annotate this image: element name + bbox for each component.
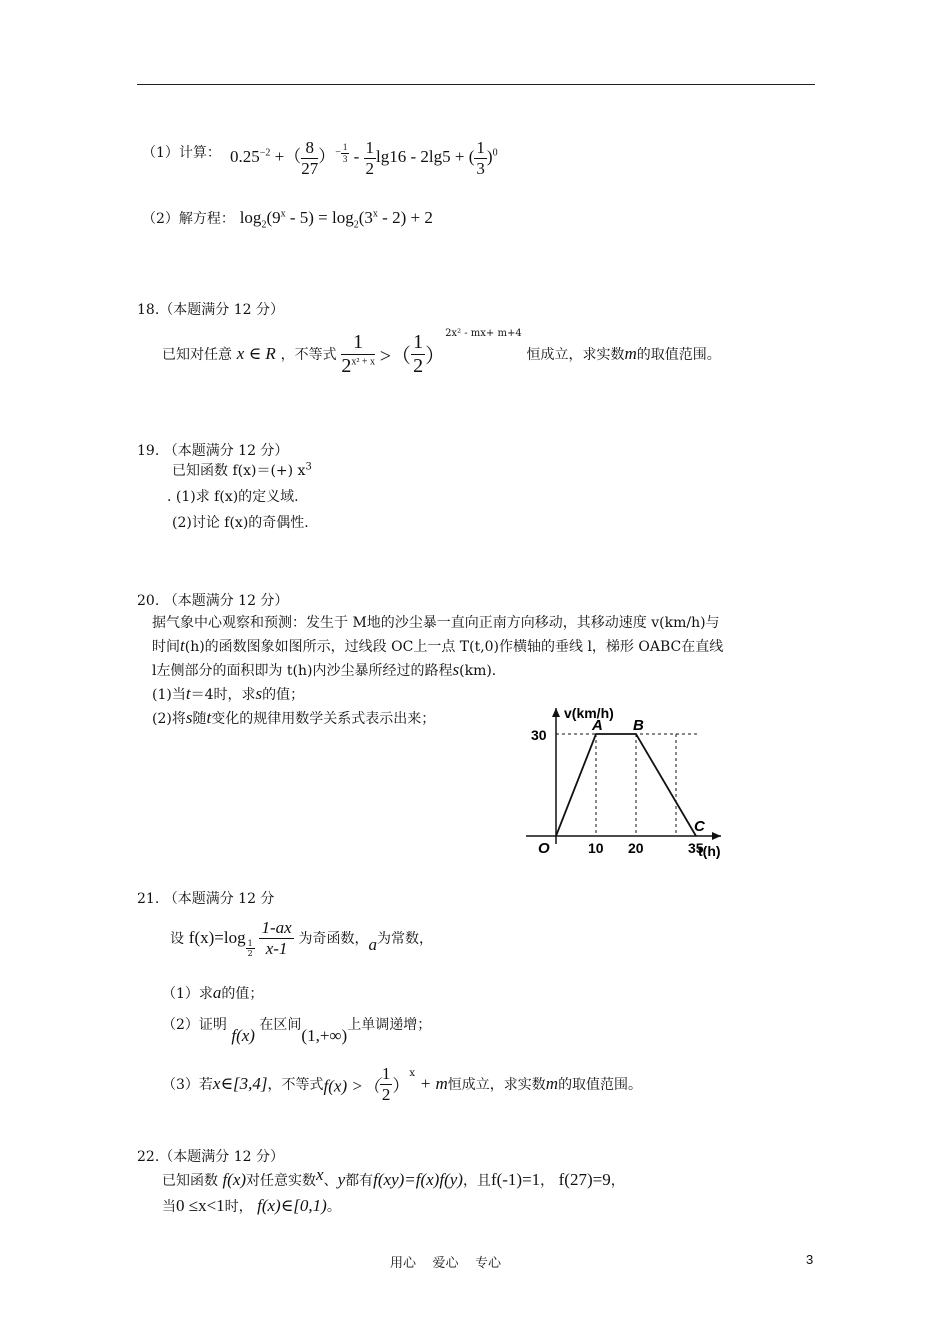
point-label-A: A [592, 717, 603, 734]
fraction-1-2: $\frac{1}{2}$ [365, 138, 375, 178]
q17-p2-equation: $\log_2(9^x - 5) = \log_2(3^x - 2) + 2$ [239, 208, 433, 231]
q21-sub1: （1）求a的值； [162, 983, 264, 1002]
q20-sub2: (2)将s随t变化的规律用数学关系式表示出来； [152, 708, 436, 727]
y-axis-label: v(km/h) [564, 705, 614, 721]
velocity-time-chart [522, 700, 732, 865]
x-tick-label: 35 [688, 840, 704, 856]
q20-sub1: (1)当t＝4时，求s的值； [152, 684, 305, 703]
q19-line3: (2)讨论 f(x)的奇偶性. [172, 515, 309, 531]
q18-body: 已知对任意 x ∈ R ，不等式 $\frac{1}{2^{x^2 + x}}$ >（ $\frac{1}{2}$ ）$^{2x^2 - mx+ m+4}$ 恒成立，求实数m的取值范围。 [162, 328, 721, 377]
plus-paren: +（ [274, 146, 302, 166]
x-tick-label: 10 [588, 840, 604, 856]
fraction-8-27: $\frac{8}{27}$ [301, 138, 319, 178]
q19-heading: 19. （本题满分 12 分） [137, 443, 289, 459]
q20-line2: 时间t(h)的函数图象如图所示，过线段 OC上一点 T(t,0)作横轴的垂线 l，梯形 OABC在直线 [152, 636, 724, 655]
y-tick-label: 30 [531, 727, 547, 743]
q17-p2-label: （2）解方程： [142, 211, 235, 227]
q21-sub3: （3）若x∈[3,4]，不等式f(x) >（ $\frac{1}{2}$ ）$^x$ + m恒成立，求实数m的取值范围。 [162, 1064, 643, 1104]
base: 0.25 [230, 146, 260, 166]
q22-heading: 22.（本题满分 12 分） [137, 1149, 284, 1165]
q22-line2: 当0 ≤x<1时， f(x)∈[0,1)。 [162, 1196, 341, 1215]
x-axis-label: t(h) [698, 843, 721, 859]
q17-p1-expression: $0.25^{-2}$ +（ $\frac{8}{27}$ ）$^{- \frac{1}{3}}$ - $\frac{1}{2}$ lg16 - 2lg5 + ( $\frac{1}{3}$ )$^0$ [230, 138, 498, 178]
q17-p1-label: （1）计算： [142, 145, 221, 161]
q20-heading: 20. （本题满分 12 分） [137, 593, 289, 609]
origin-label: O [538, 840, 550, 857]
log-base-fraction: $\frac{1}{2}$ [247, 938, 253, 959]
q21-heading: 21. （本题满分 12 分 [137, 891, 275, 907]
q22-line1: 已知函数 f(x)对任意实数x、y都有f(xy)=f(x)f(y)，且f(-1)=1， f(27)=9， [162, 1165, 625, 1189]
q17-part1 [142, 142, 221, 162]
fraction-1-3: $\frac{1}{3}$ [476, 138, 485, 178]
footer-motto: 用心 爱心 专心 [390, 1256, 502, 1271]
q20-line1: 据气象中心观察和预测：发生于 M地的沙尘暴一直向正南方向移动，其移动速度 v(km/h)与 [152, 615, 720, 631]
header-rule [137, 84, 815, 85]
q18-lhs-fraction: $\frac{1}{2^{x^2 + x}}$ [341, 330, 375, 377]
q21-sub2: （2）证明 f(x) 在区间(1,+∞)上单调递增； [162, 1017, 432, 1045]
q21-line1: 设 f(x)=log $\frac{1}{2}$ $\frac{1-ax}{x-1}$ 为奇函数，a为常数， [170, 918, 433, 959]
page-number: 3 [806, 1252, 814, 1267]
q21-log-argument: $\frac{1-ax}{x-1}$ [261, 918, 292, 958]
q20-line3: l左侧部分的面积即为 t(h)内沙尘暴所经过的路程s(km)． [152, 660, 506, 679]
y-axis-arrow [552, 708, 560, 717]
point-label-B: B [633, 717, 644, 734]
q17-part2 [142, 208, 433, 230]
x-tick-label: 20 [628, 840, 644, 856]
point-label-C: C [694, 818, 705, 835]
exp1: −2 [259, 147, 271, 159]
x-axis-arrow [712, 832, 721, 840]
velocity-line [556, 734, 696, 836]
q19-line2: . (1)求 f(x)的定义域. [167, 489, 299, 505]
q18-rhs-fraction: $\frac{1}{2}$ [413, 330, 424, 377]
q18-heading: 18.（本题满分 12 分） [137, 302, 284, 318]
q19-line1: 已知函数 f(x)＝(+) $x^3$ [172, 461, 312, 479]
q21-half-fraction: $\frac{1}{2}$ [381, 1064, 391, 1104]
